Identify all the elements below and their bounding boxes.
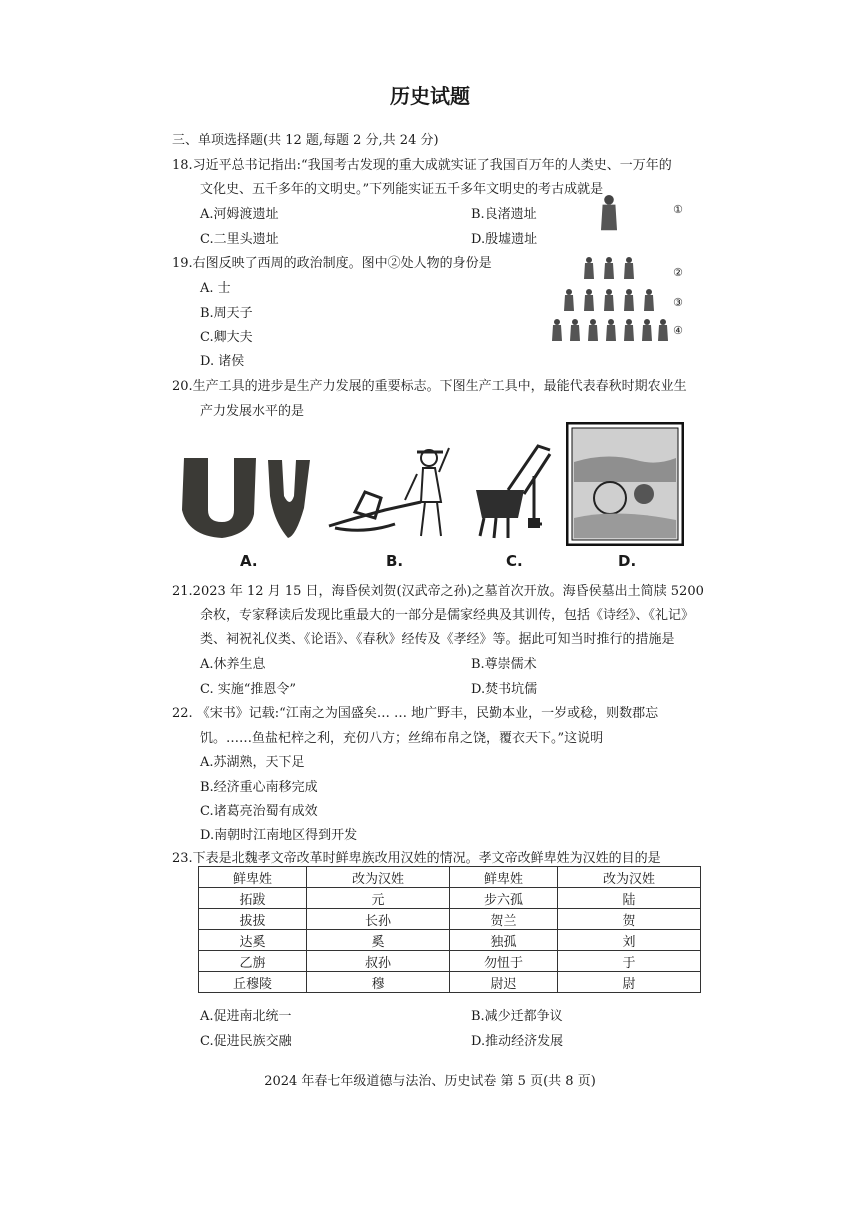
table-cell: 达奚 — [199, 930, 307, 951]
tool-a-image[interactable] — [178, 452, 326, 544]
section-header: 三、单项选择题(共 12 题,每题 2 分,共 24 分) — [172, 133, 439, 148]
q20-stem-line1: 20.生产工具的进步是生产力发展的重要标志。下图生产工具中，最能代表春秋时期农业生 — [172, 379, 687, 394]
q18-option-a[interactable]: A.河姆渡遗址 — [200, 207, 279, 222]
table-cell: 刘 — [557, 930, 700, 951]
q23-option-c[interactable]: C.促进民族交融 — [200, 1034, 292, 1049]
table-cell: 尉迟 — [449, 972, 557, 993]
table-row — [199, 909, 701, 930]
table-cell: 叔孙 — [306, 951, 449, 972]
q22-option-a[interactable]: A.苏湖熟，天下足 — [200, 755, 305, 770]
q21-stem-line3: 类、祠祝礼仪类、《论语》、《春秋》经传及《孝经》等。据此可知当时推行的措施是 — [200, 632, 675, 647]
q23-option-d[interactable]: D.推动经济发展 — [471, 1034, 564, 1049]
rank-label-4: ④ — [673, 324, 683, 337]
q19-option-a[interactable]: A. 士 — [200, 281, 231, 296]
q19-option-b[interactable]: B.周天子 — [200, 306, 253, 321]
table-cell: 步六孤 — [449, 888, 557, 909]
q22-stem-line1: 22. 《宋书》记载:“江南之为国盛矣… … 地广野丰，民勤本业，一岁或稔，则数郡忘 — [172, 706, 659, 721]
q23-option-b[interactable]: B.减少迁都争议 — [471, 1009, 563, 1024]
tool-d-letter: D. — [618, 552, 637, 570]
table-header-row — [199, 867, 701, 888]
q21-option-a[interactable]: A.休养生息 — [200, 657, 266, 672]
q19-option-d[interactable]: D. 诸侯 — [200, 354, 245, 369]
table-cell: 长孙 — [306, 909, 449, 930]
table-cell: 贺兰 — [449, 909, 557, 930]
q21-option-c[interactable]: C. 实施“推恩令” — [200, 682, 297, 697]
q21-stem-line2: 余枚，专家释读后发现比重最大的一部分是儒家经典及其训传，包括《诗经》、《礼记》 — [200, 608, 695, 623]
table-cell: 勿忸于 — [449, 951, 557, 972]
table-cell: 乙旃 — [199, 951, 307, 972]
table-cell: 奚 — [306, 930, 449, 951]
tool-c-image[interactable] — [468, 436, 554, 546]
rank-label-2: ② — [673, 266, 683, 279]
table-row — [199, 972, 701, 993]
table-header: 改为汉姓 — [306, 867, 449, 888]
q23-option-a[interactable]: A.促进南北统一 — [200, 1009, 292, 1024]
q21-option-b[interactable]: B.尊崇儒术 — [471, 657, 537, 672]
table-row — [199, 930, 701, 951]
table-cell: 于 — [557, 951, 700, 972]
rank-label-1: ① — [673, 203, 683, 216]
tool-d-image[interactable] — [566, 422, 684, 546]
q22-option-c[interactable]: C.诸葛亮治蜀有成效 — [200, 804, 318, 819]
table-cell: 贺 — [557, 909, 700, 930]
tool-c-letter: C. — [506, 552, 523, 570]
rank-label-3: ③ — [673, 296, 683, 309]
q22-option-b[interactable]: B.经济重心南移完成 — [200, 780, 318, 795]
q22-stem-line2: 饥。……鱼盐杞梓之利，充仞八方；丝绵布帛之饶，覆衣天下。”这说明 — [200, 731, 604, 746]
q18-option-b[interactable]: B.良渚遗址 — [471, 207, 537, 222]
q19-option-c[interactable]: C.卿大夫 — [200, 330, 253, 345]
table-cell: 元 — [306, 888, 449, 909]
table-header: 鲜卑姓 — [199, 867, 307, 888]
table-cell: 穆 — [306, 972, 449, 993]
table-cell: 独孤 — [449, 930, 557, 951]
table-row — [199, 951, 701, 972]
q18-option-d[interactable]: D.殷墟遗址 — [471, 232, 538, 247]
tool-b-letter: B. — [386, 552, 404, 570]
page-title: 历史试题 — [390, 84, 470, 108]
page-footer: 2024 年春七年级道德与法治、历史试卷 第 5 页(共 8 页) — [264, 1074, 596, 1089]
q18-stem-line1: 18.习近平总书记指出:“我国考古发现的重大成就实证了我国百万年的人类史、一万年的 — [172, 158, 672, 173]
table-cell: 尉 — [557, 972, 700, 993]
surname-table — [198, 866, 701, 993]
q21-option-d[interactable]: D.焚书坑儒 — [471, 682, 538, 697]
table-cell: 拔拔 — [199, 909, 307, 930]
q18-stem-line2: 文化史、五千多年的文明史。”下列能实证五千多年文明史的考古成就是 — [200, 182, 604, 197]
tool-b-image[interactable] — [325, 440, 465, 546]
q22-option-d[interactable]: D.南朝时江南地区得到开发 — [200, 828, 358, 843]
table-cell: 陆 — [557, 888, 700, 909]
q20-stem-line2: 产力发展水平的是 — [200, 404, 305, 419]
tool-a-letter: A. — [240, 552, 258, 570]
table-cell: 丘穆陵 — [199, 972, 307, 993]
table-cell: 拓跋 — [199, 888, 307, 909]
table-header: 鲜卑姓 — [449, 867, 557, 888]
table-row — [199, 888, 701, 909]
q18-option-c[interactable]: C.二里头遗址 — [200, 232, 279, 247]
q19-stem: 19.右图反映了西周的政治制度。图中②处人物的身份是 — [172, 256, 492, 271]
q21-stem-line1: 21.2023 年 12 月 15 日，海昏侯刘贺(汉武帝之孙)之墓首次开放。海昏侯墓出土简牍 5200 — [172, 584, 704, 599]
q23-stem: 23.下表是北魏孝文帝改革时鲜卑族改用汉姓的情况。孝文帝改鲜卑姓为汉姓的目的是 — [172, 851, 661, 866]
table-header: 改为汉姓 — [557, 867, 700, 888]
